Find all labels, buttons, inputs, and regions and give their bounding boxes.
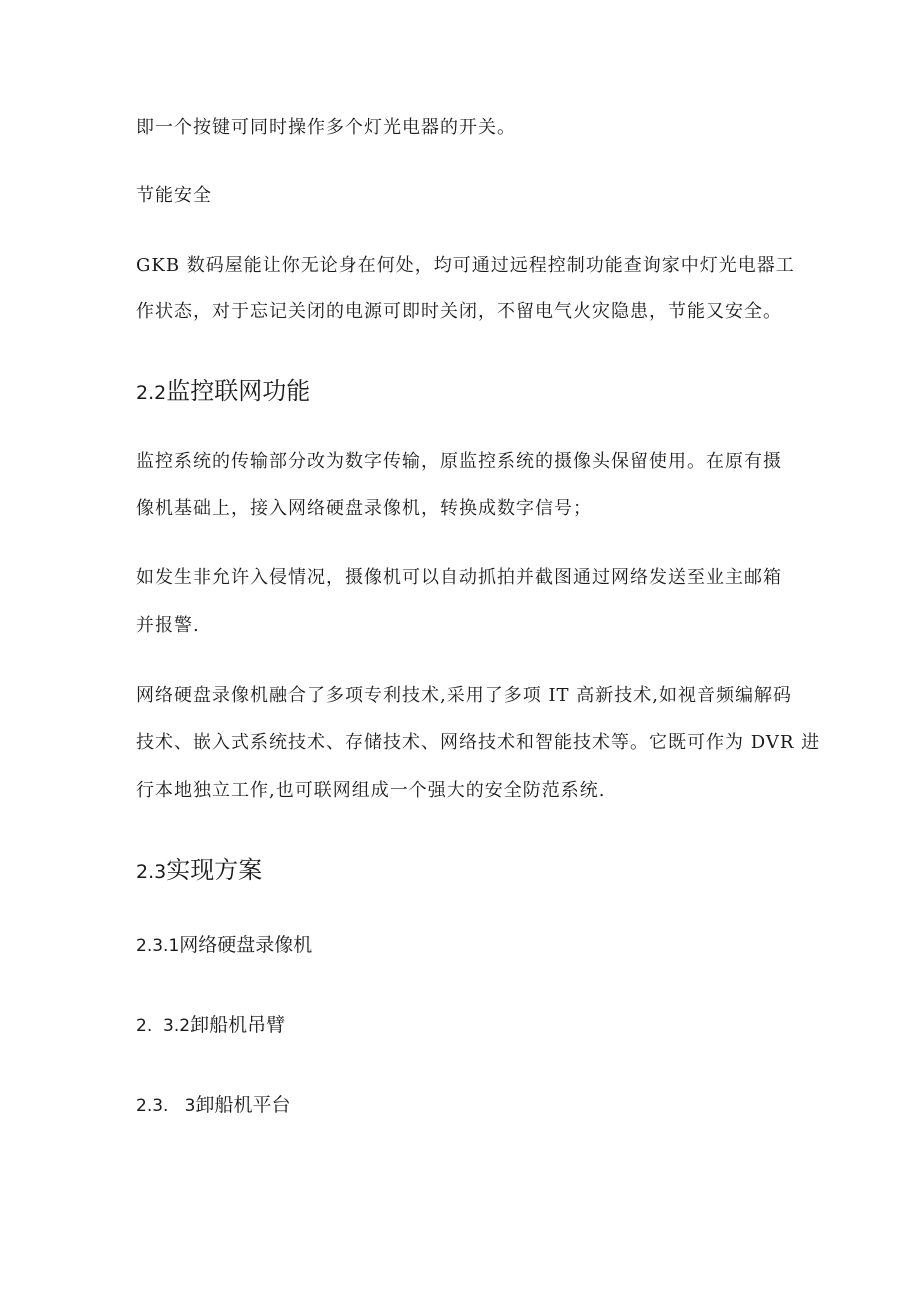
- heading-2-3-1: [136, 932, 312, 959]
- heading-2-3-2: [136, 1012, 285, 1039]
- paragraph-line: 即一个按键可同时操作多个灯光电器的开关。: [136, 117, 516, 138]
- paragraph-line: 网络硬盘录像机融合了多项专利技术,采用了多项 IT 高新技术,如视音频编解码: [136, 685, 792, 706]
- heading-text: 监控联网功能: [166, 377, 311, 405]
- heading-number: 2.3: [136, 861, 167, 883]
- paragraph-line: 监控系统的传输部分改为数字传输，原监控系统的摄像头保留使用。在原有摄: [136, 451, 782, 472]
- paragraph-line: 技术、嵌入式系统技术、存储技术、网络技术和智能技术等。它既可作为 DVR 进: [136, 732, 821, 753]
- heading-2-2: [136, 376, 310, 408]
- heading-text: 卸船机平台: [195, 1094, 291, 1116]
- heading-text: 网络硬盘录像机: [179, 934, 313, 956]
- heading-number: 2.2: [136, 382, 167, 404]
- heading-text: 实现方案: [166, 856, 263, 884]
- paragraph-line: 行本地独立工作,也可联网组成一个强大的安全防范系统.: [136, 780, 606, 801]
- paragraph-line: 并报警.: [136, 615, 200, 636]
- heading-2-3: [136, 855, 262, 887]
- heading-number: 2. 3.2: [136, 1016, 191, 1036]
- paragraph-line: GKB 数码屋能让你无论身在何处，均可通过远程控制功能查询家中灯光电器工: [136, 255, 795, 276]
- heading-text: 卸船机吊臂: [190, 1014, 286, 1036]
- heading-number: 2.3. 3: [136, 1096, 196, 1116]
- heading-number: 2.3.1: [136, 936, 180, 956]
- paragraph-line: 如发生非允许入侵情况，摄像机可以自动抓拍并截图通过网络发送至业主邮箱: [136, 567, 782, 588]
- paragraph-line: 像机基础上，接入网络硬盘录像机，转换成数字信号；: [136, 498, 592, 519]
- heading-2-3-3: [136, 1092, 290, 1119]
- paragraph-line: 作状态，对于忘记关闭的电源可即时关闭，不留电气火灾隐患，节能又安全。: [136, 301, 782, 322]
- section-label-energy-safety: 节能安全: [136, 185, 212, 206]
